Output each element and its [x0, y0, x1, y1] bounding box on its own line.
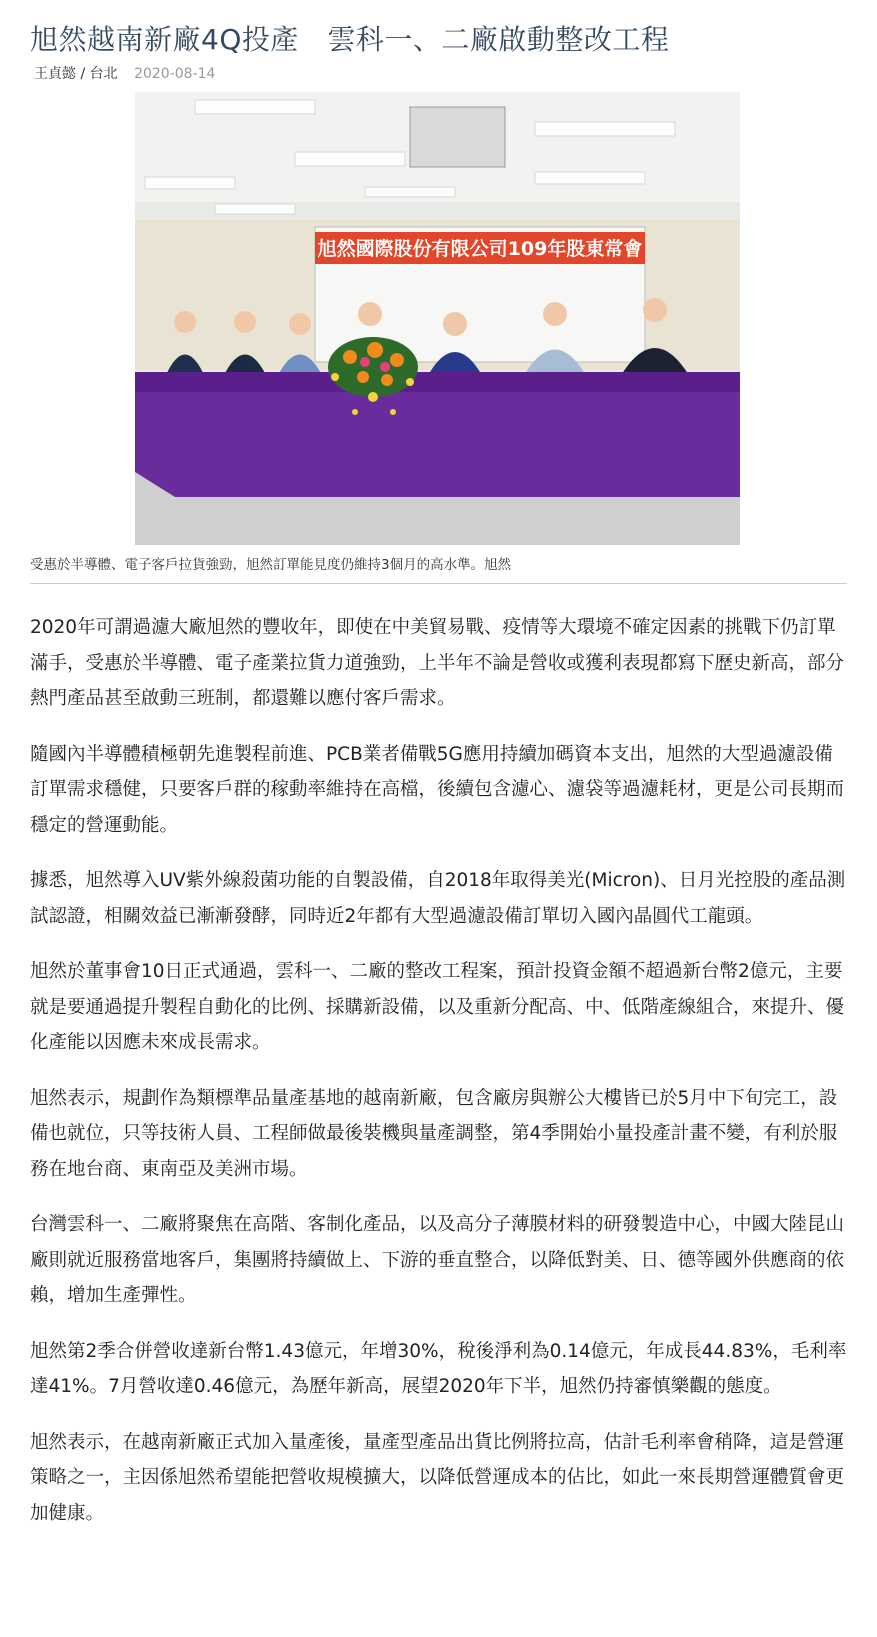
- paragraph: 旭然第2季合併營收達新台幣1.43億元，年增30%，稅後淨利為0.14億元，年成長44.83%，毛利率達41%。7月營收達0.46億元，為歷年新高，展望2020年下半，旭然仍持審慎樂觀的態度。: [30, 1340, 847, 1397]
- paragraph: 據悉，旭然導入UV紫外線殺菌功能的自製設備，自2018年取得美光(Micron)、日月光控股的產品測試認證，相關效益已漸漸發酵，同時近2年都有大型過濾設備訂單切入國內晶圓代工龍頭。: [30, 870, 846, 927]
- photo-caption: 受惠於半導體、電子客戶拉貨強勁，旭然訂單能見度仍維持3個月的高水準。旭然: [30, 557, 512, 573]
- paragraph: 2020年可謂過濾大廠旭然的豐收年，即使在中美貿易戰、疫情等大環境不確定因素的挑戰下仍訂單滿手，受惠於半導體、電子產業拉貨力道強勁，上半年不論是營收或獲利表現都寫下歷史新高，部分熱門產品甚至啟動三班制，都還難以應付客戶需求。: [30, 617, 845, 709]
- banner-text: 旭然國際股份有限公司109年股東常會: [317, 238, 643, 260]
- publish-date: 2020-08-14: [134, 66, 216, 82]
- article-title: 旭然越南新廠4Q投產 雲科一、二廠啟動整改工程: [30, 23, 670, 56]
- paragraph: 旭然於董事會10日正式通過，雲科一、二廠的整改工程案，預計投資金額不超過新台幣2億元，主要就是要通過提升製程自動化的比例、採購新設備，以及重新分配高、中、低階產線組合，來提升、優化產能以因應未來成長需求。: [30, 961, 845, 1053]
- paragraph: 台灣雲科一、二廠將聚焦在高階、客制化產品，以及高分子薄膜材料的研發製造中心，中國大陸昆山廠則就近服務當地客戶，集團將持續做上、下游的垂直整合，以降低對美、日、德等國外供應商的依賴，增加生產彈性。: [30, 1214, 845, 1306]
- author: 王貞懿 / 台北: [34, 66, 118, 82]
- article-body: [30, 610, 847, 1531]
- byline: [30, 64, 847, 84]
- divider: [30, 583, 847, 584]
- article-photo: [135, 92, 740, 545]
- paragraph: 旭然表示，規劃作為類標準品量產基地的越南新廠，包含廠房與辦公大樓皆已於5月中下旬完工，設備也就位，只等技術人員、工程師做最後裝機與量產調整，第4季開始小量投產計畫不變，有利於服務在地台商、東南亞及美洲市場。: [30, 1087, 838, 1180]
- paragraph: 隨國內半導體積極朝先進製程前進、PCB業者備戰5G應用持續加碼資本支出，旭然的大型過濾設備訂單需求穩健，只要客戶群的稼動率維持在高檔，後續包含濾心、濾袋等過濾耗材，更是公司長期而穩定的營運動能。: [30, 743, 845, 836]
- paragraph: 旭然表示，在越南新廠正式加入量產後，量產型產品出貨比例將拉高，估計毛利率會稍降，這是營運策略之一，主因係旭然希望能把營收規模擴大，以降低營運成本的佔比，如此一來長期營運體質會更加健康。: [30, 1431, 845, 1524]
